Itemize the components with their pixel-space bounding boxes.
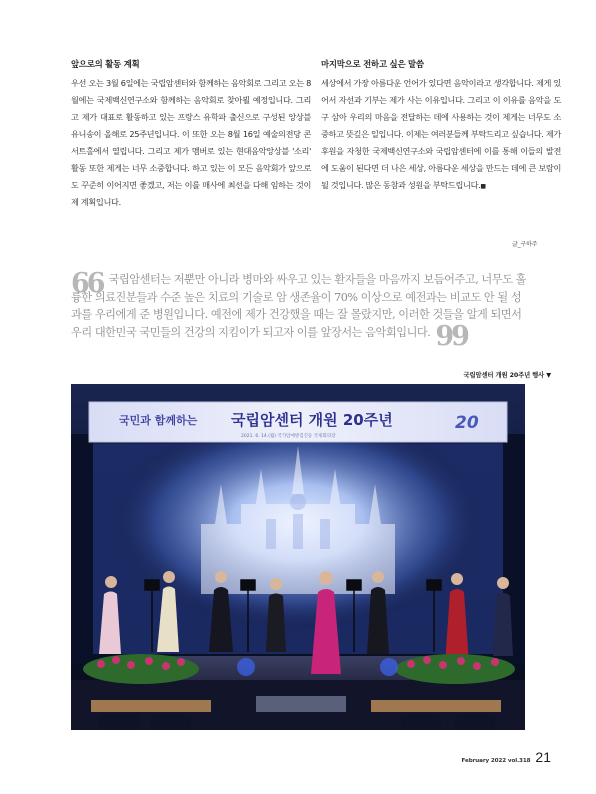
concert-photo-illustration xyxy=(71,384,525,730)
concert-photo xyxy=(71,384,525,730)
left-column xyxy=(71,58,311,211)
center-platform xyxy=(256,696,346,712)
banner-left-text: 국민과 함께하는 xyxy=(119,414,198,427)
right-column xyxy=(321,58,561,195)
stage-curtain-left xyxy=(71,434,93,664)
front-desk-right xyxy=(371,700,501,712)
page-number: 21 xyxy=(535,749,551,765)
photo-caption: 국립암센터 개원 20주년 행사 ▼ xyxy=(463,372,551,379)
end-mark: ■ xyxy=(480,183,486,190)
pull-quote: 66 국립암센터는 저뿐만 아니라 병마와 싸우고 있는 환자들을 마음까지 보듬어주고, 너무도 훌륭한 의료진분들과 수준 높은 치료의 기술로 암 생존율이 70% 이상으로 예전과는 비교도 안 될 성과를 우리에게 준 병원입니다. 예전에 제가 건강했을 때는 잘 몰랐지만, 이러한 것들을 알게 되면서 우리 대한민국 국민들의 건강의 지킴이가 되고자 이를 앞장서는 음악회입니다. 99 xyxy=(71,268,526,352)
banner-sub-text: 2021. 6. 14.(월) 국가암예방검진동 국제회의장 xyxy=(241,434,336,439)
banner-logo: 20 xyxy=(455,413,479,433)
performer-4 xyxy=(266,594,286,653)
body-text-final-words xyxy=(321,75,561,195)
page-footer xyxy=(462,749,551,765)
body-text-future-plans: 우선 오는 3월 6일에는 국립암센터와 함께하는 음악회로 그리고 오는 8월에는 국제백신연구소와 함께하는 음악회로 찾아뵐 예정입니다. 그리고 제가 대표로 활동하고 있는 프랑스 유학파 출신으로 구성된 앙상블 유니송이 올해로 25주년입니다. 이 또한 오는 8월 16일 예술의전당 콘서트홀에서 열립니다. 그리고 제가 멤버로 있는 현대음악앙상블 '소리' 활동 또한 제게는 너무 소중합니다. 하고 있는 이 모든 음악회가 앞으로도 꾸준히 이어지면 좋겠고, 저는 이를 매사에 최선을 다해 임하는 것이 제 계획입니다. xyxy=(71,78,311,207)
performer-8 xyxy=(493,593,513,656)
issue-label: February 2022 vol.318 xyxy=(461,758,531,764)
section-title-final-words: 마지막으로 전하고 싶은 말씀 xyxy=(321,59,424,69)
final-words-text: 세상에서 가장 아름다운 언어가 있다면 음악이라고 생각합니다. 제게 있어서 자선과 기부는 제가 사는 이유입니다. 그리고 이 이유를 음악을 도구 삼아 우리의 마음을 전달하는 데에 사용하는 것이 제게는 너무도 소중하고 뜻깊은 일입니다. 이제는 여러분들께 부탁드리고 싶습니다. 제가 후원을 자청한 국제백신연구소와 국립암센터에 이를 통해 이들의 발전에 도움이 된다면 더 나은 세상, 아름다운 세상을 만드는 데에 큰 보람이 될 것입니다. 많은 동참과 성원을 부탁드립니다. xyxy=(321,78,561,190)
section-title-future-plans: 앞으로의 활동 계획 xyxy=(71,59,140,69)
author-byline: 글_구하주 xyxy=(512,241,538,248)
pull-quote-text: 국립암센터는 저뿐만 아니라 병마와 싸우고 있는 환자들을 마음까지 보듬어주고, 너무도 훌륭한 의료진분들과 수준 높은 치료의 기술로 암 생존율이 70% 이상으로 예전과는 비교도 안 될 성과를 우리에게 준 병원입니다. 예전에 제가 건강했을 때는 잘 몰랐지만, 이러한 것들을 알게 되면서 우리 대한민국 국민들의 건강의 지킴이가 되고자 이를 앞장서는 음악회입니다. xyxy=(71,273,526,339)
banner-main-text: 국립암센터 개원 20주년 xyxy=(231,411,393,429)
front-desk-left xyxy=(91,700,211,712)
